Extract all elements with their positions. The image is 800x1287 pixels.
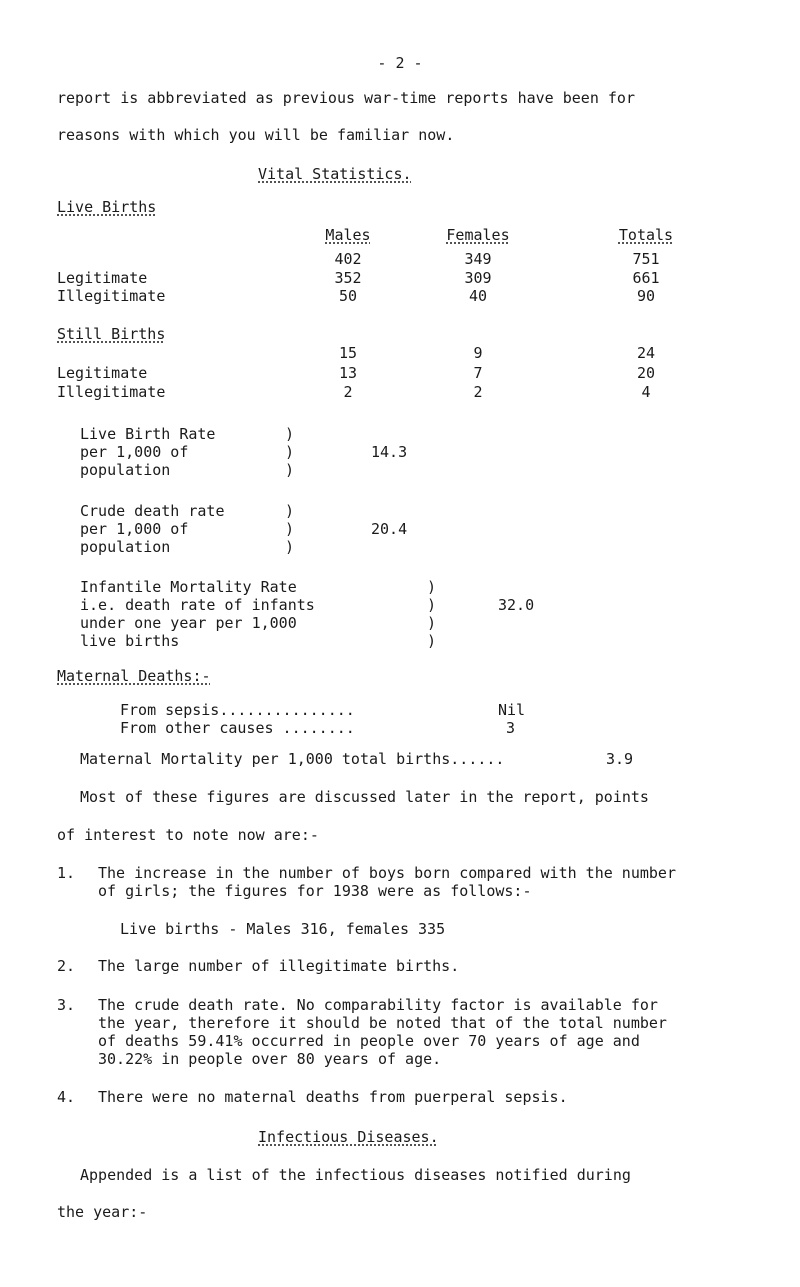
maternal-mortality-label: Maternal Mortality per 1,000 total births...... (80, 750, 505, 768)
discussion-line-2: of interest to note now are:- (57, 826, 319, 844)
births-1938-line: Live births - Males 316, females 335 (120, 920, 446, 938)
maternal-other-label: From other causes ........ (120, 719, 355, 737)
cell: 9 (473, 344, 483, 362)
col-header-totals: Totals (618, 226, 674, 244)
cell: 4 (641, 383, 651, 401)
discussion-line-1: Most of these figures are discussed later in the report, points (80, 788, 649, 806)
col-header-females: Females (446, 226, 510, 244)
row-label: Illegitimate (57, 383, 166, 401)
closing-line-1: Appended is a list of the infectious diseases notified during (80, 1166, 631, 1184)
col-header-males: Males (325, 226, 371, 244)
infantile-mortality-value: 32.0 (498, 596, 535, 614)
rate-line: under one year per 1,000 (80, 614, 297, 632)
point-line: of deaths 59.41% occurred in people over 70 years of age and (98, 1032, 640, 1050)
cell: 2 (343, 383, 353, 401)
rate-line: population (80, 538, 171, 556)
rate-line: Infantile Mortality Rate (80, 578, 297, 596)
bracket: ) (427, 614, 437, 632)
rate-line: per 1,000 of (80, 443, 189, 461)
cell: 352 (334, 269, 362, 287)
bracket: ) (427, 632, 437, 650)
point-line: The large number of illegitimate births. (98, 957, 460, 975)
point-line: The increase in the number of boys born compared with the number (98, 864, 676, 882)
row-label: Legitimate (57, 364, 148, 382)
bracket: ) (427, 596, 437, 614)
rate-line: i.e. death rate of infants (80, 596, 315, 614)
bracket: ) (427, 578, 437, 596)
cell: 661 (632, 269, 660, 287)
cell: 7 (473, 364, 483, 382)
point-number: 2. (57, 957, 76, 975)
vital-statistics-title: Vital Statistics. (258, 165, 412, 183)
bracket: ) (285, 461, 295, 479)
cell: 2 (473, 383, 483, 401)
maternal-sepsis-label: From sepsis............... (120, 701, 355, 719)
maternal-sepsis-value: Nil (498, 701, 526, 719)
cell: 24 (636, 344, 656, 362)
point-number: 3. (57, 996, 76, 1014)
cell: 349 (464, 250, 492, 268)
page-number: - 2 - (377, 54, 423, 72)
point-line: 30.22% in people over 80 years of age. (98, 1050, 442, 1068)
rate-line: per 1,000 of (80, 520, 189, 538)
crude-death-rate-value: 20.4 (371, 520, 408, 538)
point-number: 4. (57, 1088, 76, 1106)
bracket: ) (285, 520, 295, 538)
still-births-heading: Still Births (57, 325, 166, 343)
maternal-other-value: 3 (506, 719, 516, 737)
point-line: There were no maternal deaths from puerperal sepsis. (98, 1088, 568, 1106)
point-line: of girls; the figures for 1938 were as follows:- (98, 882, 532, 900)
cell: 402 (334, 250, 362, 268)
row-label: Legitimate (57, 269, 148, 287)
rate-line: live births (80, 632, 180, 650)
infectious-diseases-title: Infectious Diseases. (258, 1128, 439, 1146)
maternal-deaths-heading: Maternal Deaths:- (57, 667, 211, 685)
rate-line: Live Birth Rate (80, 425, 216, 443)
point-line: The crude death rate. No comparability factor is available for (98, 996, 658, 1014)
bracket: ) (285, 443, 295, 461)
cell: 20 (636, 364, 656, 382)
cell: 90 (636, 287, 656, 305)
rate-line: Crude death rate (80, 502, 225, 520)
cell: 50 (338, 287, 358, 305)
intro-line-1: report is abbreviated as previous war-time reports have been for (57, 89, 635, 107)
bracket: ) (285, 538, 295, 556)
point-line: the year, therefore it should be noted that of the total number (98, 1014, 667, 1032)
bracket: ) (285, 502, 295, 520)
cell: 13 (338, 364, 358, 382)
bracket: ) (285, 425, 295, 443)
point-number: 1. (57, 864, 76, 882)
cell: 751 (632, 250, 660, 268)
rate-line: population (80, 461, 171, 479)
live-births-heading: Live Births (57, 198, 157, 216)
row-label: Illegitimate (57, 287, 166, 305)
cell: 40 (468, 287, 488, 305)
live-birth-rate-value: 14.3 (371, 443, 408, 461)
cell: 15 (338, 344, 358, 362)
cell: 309 (464, 269, 492, 287)
intro-line-2: reasons with which you will be familiar now. (57, 126, 455, 144)
closing-line-2: the year:- (57, 1203, 148, 1221)
maternal-mortality-value: 3.9 (606, 750, 634, 768)
